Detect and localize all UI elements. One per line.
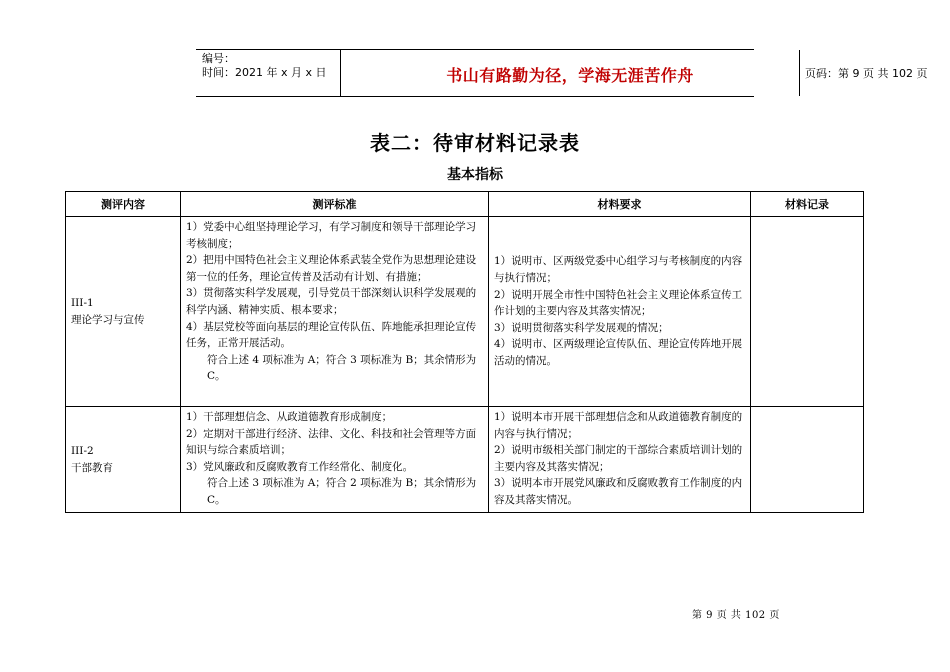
row-content-cell [66, 407, 181, 513]
requirement-item: 3）说明本市开展党风廉政和反腐败教育工作制度的内容及其落实情况。 [494, 477, 743, 506]
header-page-cell [799, 50, 950, 96]
standard-item: 1）干部理想信念、从政道德教育形成制度； [186, 411, 393, 423]
standard-item: 2）定期对干部进行经济、法律、文化、科技和社会管理等方面知识与综合素质培训； [186, 427, 477, 457]
review-table [65, 191, 864, 513]
page-title: 表二：待审材料记录表 [370, 131, 580, 155]
standard-item: 3）贯彻落实科学发展观，引导党员干部深刻认识科学发展观的科学内涵、精神实质、根本要求； [186, 287, 477, 316]
row-name: 理论学习与宣传 [71, 313, 145, 326]
page-footer: 第 9 页 共 102 页 [692, 610, 780, 621]
row-record-cell[interactable] [751, 407, 864, 513]
row-code: III-2 [71, 444, 94, 457]
table-row [66, 407, 864, 513]
standard-item: 4）基层党校等面向基层的理论宣传队伍、阵地能承担理论宣传任务，正常开展活动。 [186, 320, 477, 350]
requirement-item: 1）说明市、区两级党委中心组学习与考核制度的内容与执行情况； [494, 255, 743, 285]
column-header-standard: 测评标准 [181, 192, 489, 217]
standard-item: 1）党委中心组坚持理论学习，有学习制度和领导干部理论学习考核制度； [186, 221, 477, 250]
header-meta [196, 50, 340, 96]
standard-grading: 符合上述 3 项标准为 A；符合 2 项标准为 B；其余情形为 C。 [207, 477, 477, 506]
requirement-item: 2）说明市级相关部门制定的干部综合素质培训计划的主要内容及其落实情况； [494, 444, 743, 473]
row-requirements-cell [489, 407, 751, 513]
header-motto-cell [340, 50, 800, 96]
header-motto: 书山有路勤为径，学海无涯苦作舟 [446, 66, 694, 85]
header-time-label: 时间：2021 年 x 月 x 日 [202, 66, 327, 79]
requirement-item: 4）说明市、区两级理论宣传队伍、理论宣传阵地开展活动的情况。 [494, 338, 743, 367]
standard-item: 2）把用中国特色社会主义理论体系武装全党作为思想理论建设第一位的任务，理论宣传普及活动有计划、有措施； [186, 254, 477, 283]
table-row [66, 217, 864, 407]
standard-grading: 符合上述 4 项标准为 A；符合 3 项标准为 B；其余情形为 C。 [207, 353, 477, 383]
column-header-record: 材料记录 [751, 192, 864, 217]
row-standard-cell [181, 407, 489, 513]
requirement-item: 2）说明开展全市性中国特色社会主义理论体系宣传工作计划的主要内容及其落实情况； [494, 288, 743, 318]
standard-item: 3）党风廉政和反腐败教育工作经常化、制度化。 [186, 460, 414, 473]
row-standard-cell [181, 217, 489, 407]
column-header-content: 测评内容 [66, 192, 181, 217]
header-number-label: 编号： [202, 52, 235, 65]
header-page-label: 页码：第 9 页 共 102 页 [805, 67, 928, 80]
row-record-cell[interactable] [751, 217, 864, 407]
page-subtitle: 基本指标 [447, 167, 503, 183]
requirement-item: 3）说明贯彻落实科学发展观的情况； [494, 321, 669, 334]
row-code: III-1 [71, 296, 94, 309]
column-header-requirements: 材料要求 [489, 192, 751, 217]
document-header [196, 49, 928, 97]
row-requirements-cell [489, 217, 751, 407]
requirement-item: 1）说明本市开展干部理想信念和从政道德教育制度的内容与执行情况； [494, 411, 743, 440]
row-content-cell [66, 217, 181, 407]
row-name: 干部教育 [71, 461, 113, 474]
table-header-row [66, 192, 864, 217]
